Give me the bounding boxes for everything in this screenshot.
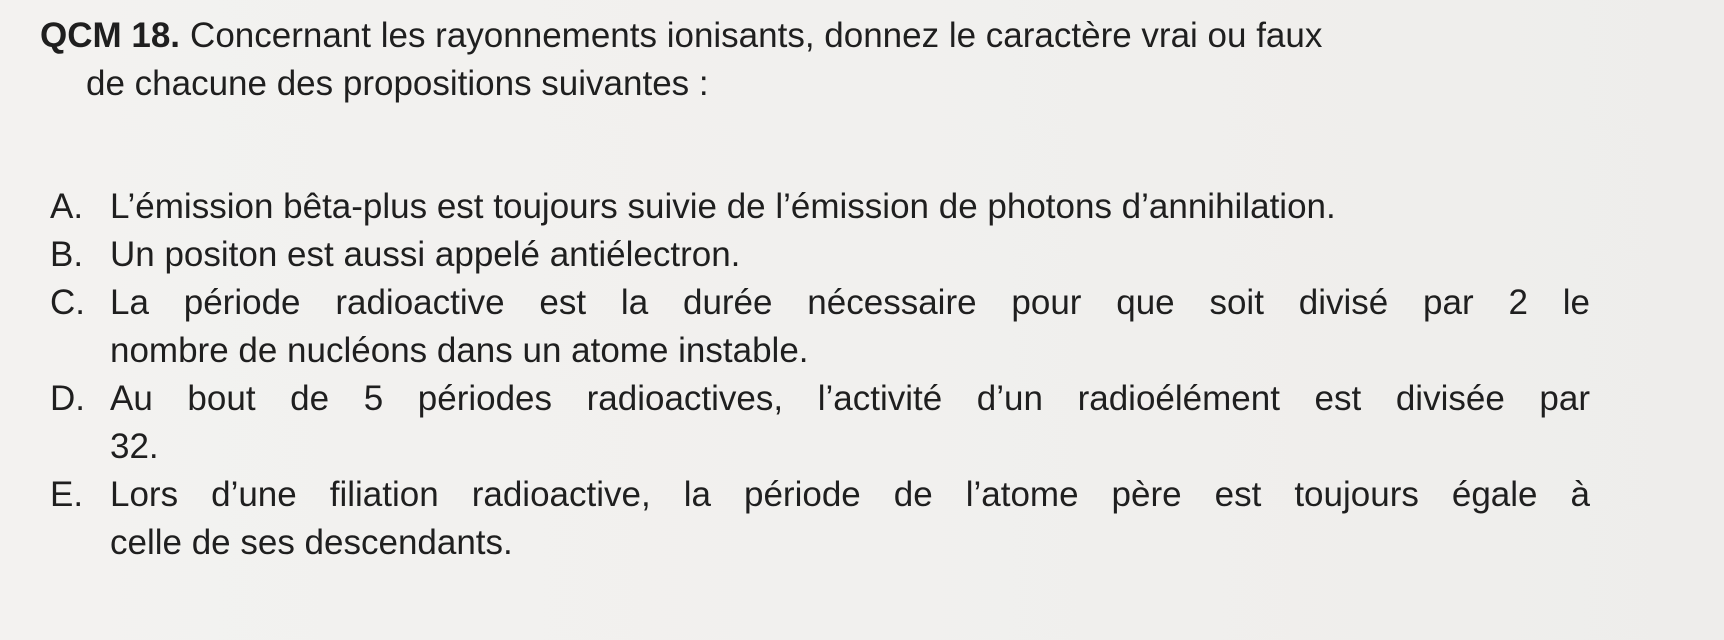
option-d-line-2: 32. (110, 427, 159, 466)
option-text (110, 279, 1590, 375)
option-letter: E. (50, 475, 84, 514)
question-stem-line-1: Concernant les rayonnements ionisants, donnez le caractère vrai ou faux (190, 16, 1323, 55)
option-letter: A. (50, 187, 84, 226)
option-d (50, 375, 1590, 471)
option-text (110, 471, 1590, 567)
option-text (110, 183, 1590, 231)
question-stem-line-2: de chacune des propositions suivantes : (86, 64, 709, 103)
option-a (50, 183, 1590, 231)
option-c (50, 279, 1590, 375)
option-b (50, 231, 1590, 279)
option-e-line-1: Lors d’une filiation radioactive, la période de l’atome père est toujours égale à (110, 475, 1590, 514)
option-letter: D. (50, 379, 85, 418)
option-text (110, 375, 1590, 471)
question-stem (40, 12, 1600, 108)
option-e (50, 471, 1590, 567)
options-list (50, 183, 1590, 567)
option-b-line-1: Un positon est aussi appelé antiélectron. (110, 235, 741, 274)
option-c-line-2: nombre de nucléons dans un atome instable. (110, 331, 809, 370)
option-text (110, 231, 1590, 279)
option-c-line-1: La période radioactive est la durée nécessaire pour que soit divisé par 2 le (110, 283, 1590, 322)
option-letter: B. (50, 235, 84, 274)
option-e-line-2: celle de ses descendants. (110, 523, 513, 562)
option-a-line-1: L’émission bêta-plus est toujours suivie de l’émission de photons d’annihilation. (110, 187, 1336, 226)
option-d-line-1: Au bout de 5 périodes radioactives, l’activité d’un radioélément est divisée par (110, 379, 1590, 418)
question-number: QCM 18. (40, 16, 181, 55)
question-block (40, 12, 1600, 108)
option-letter: C. (50, 283, 85, 322)
